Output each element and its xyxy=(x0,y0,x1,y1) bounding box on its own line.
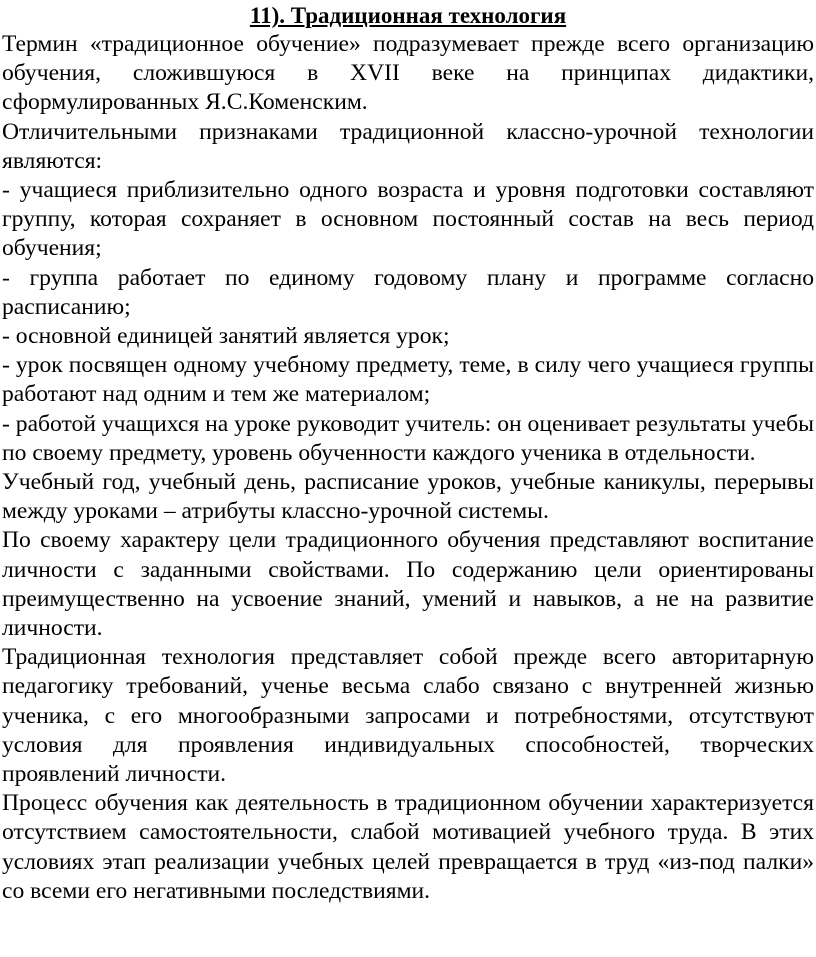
paragraph-1: Термин «традиционное обучение» подразумевает прежде всего организацию обучения, сложившуюся в XVII веке на принципах дидактики, сформулированных Я.С.Коменским. xyxy=(2,31,814,116)
document-title: 11). Традиционная технология xyxy=(249,3,567,28)
paragraph-6: Процесс обучения как деятельность в традиционном обучении характеризуется отсутствием самостоятельности, слабой мотивацией учебного труда. В этих условиях этап реализации учебных целей превращается в труд «из-под палки» со всеми его негативными последствиями. xyxy=(2,790,814,904)
list-item-1: - учащиеся приблизительно одного возраста и уровня подготовки составляют группу, которая сохраняет в основном постоянный состав на весь период обучения; xyxy=(2,177,814,262)
paragraph-5: Традиционная технология представляет собой прежде всего авторитарную педагогику требований, ученье весьма слабо связано с внутренней жизнью ученика, с его многообразными запросами и потребностями, отсутствуют условия для проявления индивидуальных способностей, творческих проявлений личности. xyxy=(2,644,814,788)
paragraph-4: По своему характеру цели традиционного обучения представляют воспитание личности с заданными свойствами. По содержанию цели ориентированы преимущественно на усвоение знаний, умений и навыков, а не на развитие личности. xyxy=(2,527,814,642)
paragraph-3: Учебный год, учебный день, расписание уроков, учебные каникулы, перерывы между уроками – атрибуты классно-урочной системы. xyxy=(2,469,814,525)
paragraph-2: Отличительными признаками традиционной классно-урочной технологии являются: xyxy=(2,118,814,174)
document-page xyxy=(2,0,814,906)
list-item-3: - основной единицей занятий является урок; xyxy=(2,323,450,350)
list-item-4: - урок посвящен одному учебному предмету, теме, в силу чего учащиеся группы работают над одним и тем же материалом; xyxy=(2,352,814,408)
list-item-5: - работой учащихся на уроке руководит учитель: он оценивает результаты учебы по своему предмету, уровень обученности каждого ученика в отдельности. xyxy=(2,410,814,466)
list-item-2: - группа работает по единому годовому плану и программе согласно расписанию; xyxy=(2,264,814,320)
